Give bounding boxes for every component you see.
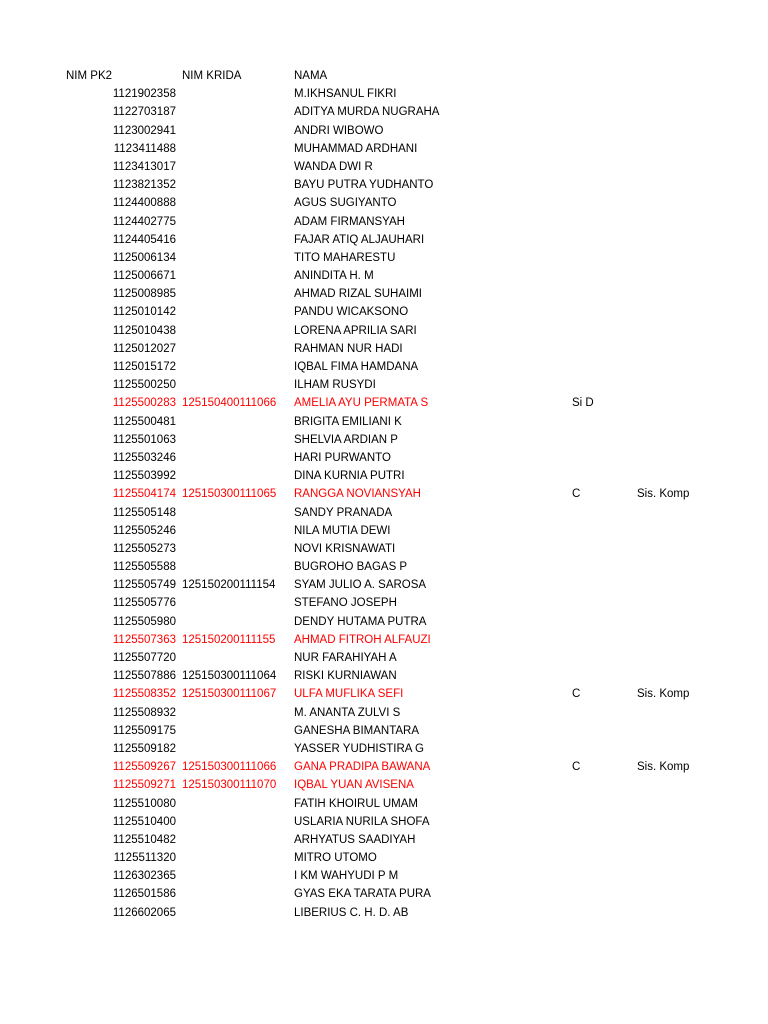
nim-krida-cell	[182, 103, 294, 121]
nim-pk2-cell: 1125015172	[112, 361, 176, 373]
nim-krida-cell	[182, 431, 294, 449]
note-cell	[637, 194, 737, 212]
header-nama: NAMA	[294, 70, 328, 82]
nama-cell: FAJAR ATIQ ALJAUHARI	[294, 233, 425, 246]
nim-pk2-cell: 1125508352	[112, 688, 176, 701]
nama-cell: ADAM FIRMANSYAH	[294, 215, 405, 228]
nim-krida-cell	[182, 704, 294, 722]
table-row	[0, 176, 768, 194]
note-cell	[637, 667, 737, 685]
nim-pk2-cell: 1123821352	[112, 179, 176, 192]
table-row	[0, 904, 768, 922]
header-row	[0, 67, 768, 85]
table-row	[0, 122, 768, 140]
nim-krida-cell: 125150200111155	[182, 633, 276, 646]
nim-krida-cell	[182, 740, 294, 758]
table-row	[0, 558, 768, 576]
note-cell	[637, 122, 737, 140]
nama-cell: LORENA APRILIA SARI	[294, 324, 417, 337]
note-cell	[572, 103, 632, 121]
table-row	[0, 540, 768, 558]
nim-pk2-cell: 1125505246	[112, 524, 176, 537]
nama-cell: BAYU PUTRA YUDHANTO	[294, 179, 434, 192]
table-row	[0, 431, 768, 449]
nim-pk2-cell: 1125008985	[112, 288, 176, 301]
nama-cell: ILHAM RUSYDI	[294, 379, 376, 392]
nim-krida-cell: 125150400111066	[182, 397, 277, 410]
nama-cell: I KM WAHYUDI P M	[294, 870, 399, 883]
note-cell	[572, 904, 632, 922]
table-row	[0, 885, 768, 903]
note-cell	[637, 776, 737, 794]
table-row	[0, 85, 768, 103]
note-cell: Sis. Komp	[637, 761, 690, 774]
nim-pk2-cell: 1125012027	[112, 342, 176, 355]
note-cell	[572, 140, 632, 158]
table-row	[0, 358, 768, 376]
nim-pk2-cell: 1125507363	[112, 633, 176, 646]
note-cell	[637, 213, 737, 231]
nim-pk2-cell: 1125505776	[112, 597, 176, 610]
nim-krida-cell	[182, 340, 294, 358]
table-row	[0, 267, 768, 285]
note-cell	[637, 158, 737, 176]
nama-cell: ANDRI WIBOWO	[294, 124, 384, 137]
nama-cell: AGUS SUGIYANTO	[294, 197, 397, 210]
nim-pk2-cell: 1123002941	[112, 124, 176, 137]
nim-pk2-cell: 1126302365	[112, 870, 176, 883]
nim-krida-cell	[182, 158, 294, 176]
nama-cell: AHMAD FITROH ALFAUZI	[294, 633, 431, 646]
note-cell	[572, 522, 632, 540]
note-cell	[572, 376, 632, 394]
nim-krida-cell	[182, 594, 294, 612]
note-cell	[637, 267, 737, 285]
nim-krida-cell	[182, 522, 294, 540]
note-cell	[637, 285, 737, 303]
note-cell	[637, 904, 737, 922]
nim-krida-cell	[182, 885, 294, 903]
nim-krida-cell: 125150300111065	[182, 488, 277, 501]
nim-pk2-cell: 1125010438	[112, 324, 176, 337]
note-cell	[572, 831, 632, 849]
nim-pk2-cell: 1125500481	[112, 415, 176, 428]
table-row	[0, 303, 768, 321]
nim-krida-cell	[182, 649, 294, 667]
nim-pk2-cell: 1125507886	[112, 670, 176, 683]
nama-cell: IQBAL YUAN AVISENA	[294, 779, 414, 792]
nim-pk2-cell: 1125505980	[112, 615, 176, 628]
note-cell	[637, 795, 737, 813]
nim-krida-cell	[182, 613, 294, 631]
table-row	[0, 867, 768, 885]
note-cell	[572, 303, 632, 321]
note-cell	[637, 704, 737, 722]
nim-krida-cell: 125150300111070	[182, 779, 277, 792]
note-cell	[637, 176, 737, 194]
note-cell	[572, 231, 632, 249]
nim-pk2-cell: 1126501586	[112, 888, 176, 901]
nim-krida-cell: 125150300111066	[182, 761, 277, 774]
nim-krida-cell	[182, 904, 294, 922]
nim-krida-cell	[182, 849, 294, 867]
table-row	[0, 758, 768, 776]
nim-krida-cell	[182, 449, 294, 467]
nama-cell: DENDY HUTAMA PUTRA	[294, 615, 427, 628]
nim-krida-cell: 125150300111067	[182, 688, 277, 701]
nim-krida-cell	[182, 122, 294, 140]
nim-krida-cell	[182, 231, 294, 249]
table-row	[0, 340, 768, 358]
nim-krida-cell	[182, 795, 294, 813]
nama-cell: GYAS EKA TARATA PURA	[294, 888, 431, 901]
note-cell	[637, 376, 737, 394]
note-cell	[572, 267, 632, 285]
nim-pk2-cell: 1125501063	[112, 433, 176, 446]
note-cell	[637, 813, 737, 831]
nim-pk2-cell: 1123413017	[112, 160, 176, 173]
note-cell	[637, 340, 737, 358]
nim-pk2-cell: 1125500283	[112, 397, 176, 410]
nim-pk2-cell: 1125503246	[112, 451, 176, 464]
nama-cell: DINA KURNIA PUTRI	[294, 470, 405, 483]
nim-krida-cell	[182, 867, 294, 885]
table-row	[0, 249, 768, 267]
note-cell: C	[572, 488, 581, 501]
nama-cell: AHMAD RIZAL SUHAIMI	[294, 288, 423, 301]
nama-cell: ANINDITA H. M	[294, 270, 374, 283]
note-cell	[637, 231, 737, 249]
nim-krida-cell	[182, 831, 294, 849]
nim-krida-cell: 125150300111064	[182, 670, 277, 683]
spreadsheet	[0, 67, 768, 922]
note-cell	[637, 467, 737, 485]
note-cell	[572, 594, 632, 612]
nim-pk2-cell: 1125509182	[112, 742, 176, 755]
note-cell	[637, 413, 737, 431]
table-row	[0, 831, 768, 849]
note-cell	[637, 722, 737, 740]
note-cell	[637, 140, 737, 158]
table-row	[0, 849, 768, 867]
nim-krida-cell: 125150200111154	[182, 579, 276, 592]
nim-krida-cell	[182, 285, 294, 303]
note-cell	[637, 831, 737, 849]
table-row	[0, 776, 768, 794]
nim-krida-cell	[182, 722, 294, 740]
nim-pk2-cell: 1125511320	[113, 852, 176, 865]
nama-cell: M. ANANTA ZULVI S	[294, 706, 401, 719]
nama-cell: ARHYATUS SAADIYAH	[294, 833, 416, 846]
table-row	[0, 194, 768, 212]
nim-krida-cell	[182, 504, 294, 522]
nama-cell: RISKI KURNIAWAN	[294, 670, 397, 683]
note-cell	[572, 576, 632, 594]
header-nim-pk2: NIM PK2	[66, 70, 113, 82]
note-cell	[572, 158, 632, 176]
nama-cell: TITO MAHARESTU	[294, 251, 396, 264]
nim-pk2-cell: 1125505148	[112, 506, 176, 519]
note-cell	[572, 213, 632, 231]
note-cell: Sis. Komp	[637, 688, 690, 701]
nim-krida-cell	[182, 322, 294, 340]
nim-krida-cell	[182, 140, 294, 158]
note-cell	[572, 176, 632, 194]
nim-pk2-cell: 1126602065	[112, 906, 176, 919]
note-cell	[637, 885, 737, 903]
nama-cell: YASSER YUDHISTIRA G	[294, 742, 424, 755]
nim-pk2-cell: 1125509175	[112, 724, 176, 737]
nim-krida-cell	[182, 267, 294, 285]
table-row	[0, 504, 768, 522]
nama-cell: AMELIA AYU PERMATA S	[294, 397, 429, 410]
nim-krida-cell	[182, 249, 294, 267]
note-cell	[572, 413, 632, 431]
note-cell	[637, 394, 737, 412]
note-cell	[637, 849, 737, 867]
nim-krida-cell	[182, 213, 294, 231]
nim-pk2-cell: 1124400888	[112, 197, 176, 210]
nim-pk2-cell: 1125503992	[112, 470, 176, 483]
note-cell	[637, 649, 737, 667]
nama-cell: NILA MUTIA DEWI	[294, 524, 391, 537]
nama-cell: STEFANO JOSEPH	[294, 597, 397, 610]
nim-krida-cell	[182, 194, 294, 212]
data-rows	[0, 85, 768, 922]
table-row	[0, 685, 768, 703]
table-row	[0, 667, 768, 685]
note-cell	[572, 849, 632, 867]
header-nim-krida: NIM KRIDA	[182, 70, 242, 82]
table-row	[0, 649, 768, 667]
note-cell	[637, 449, 737, 467]
table-row	[0, 413, 768, 431]
nim-pk2-cell: 1124405416	[112, 233, 176, 246]
note-cell	[637, 540, 737, 558]
nim-krida-cell	[182, 558, 294, 576]
nim-pk2-cell: 1125006671	[112, 270, 176, 283]
note-cell	[572, 722, 632, 740]
table-row	[0, 576, 768, 594]
nim-pk2-cell: 1123411488	[113, 142, 176, 155]
nim-pk2-cell: 1122703187	[112, 106, 176, 119]
table-row	[0, 795, 768, 813]
note-cell	[637, 558, 737, 576]
nama-cell: ULFA MUFLIKA SEFI	[294, 688, 404, 701]
nama-cell: NUR FARAHIYAH A	[294, 652, 397, 664]
table-row	[0, 522, 768, 540]
nim-krida-cell	[182, 176, 294, 194]
nama-cell: SANDY PRANADA	[294, 506, 393, 519]
nama-cell: ADITYA MURDA NUGRAHA	[294, 106, 440, 119]
table-row	[0, 813, 768, 831]
table-row	[0, 231, 768, 249]
note-cell	[572, 194, 632, 212]
note-cell	[572, 467, 632, 485]
note-cell	[572, 85, 632, 103]
nim-pk2-cell: 1125505273	[112, 542, 176, 555]
note-cell	[637, 522, 737, 540]
table-row	[0, 722, 768, 740]
note-cell	[572, 449, 632, 467]
nim-krida-cell	[182, 813, 294, 831]
nama-cell: MITRO UTOMO	[294, 852, 377, 865]
note-cell	[637, 504, 737, 522]
note-cell	[637, 103, 737, 121]
nama-cell: MUHAMMAD ARDHANI	[294, 142, 418, 155]
table-row	[0, 140, 768, 158]
table-row	[0, 322, 768, 340]
table-row	[0, 613, 768, 631]
nama-cell: BUGROHO BAGAS P	[294, 561, 408, 574]
nim-pk2-cell: 1125509267	[112, 761, 176, 774]
nama-cell: SHELVIA ARDIAN P	[294, 433, 398, 446]
nim-pk2-cell: 1125006134	[112, 251, 176, 264]
nim-krida-cell	[182, 413, 294, 431]
note-cell	[572, 795, 632, 813]
nama-cell: USLARIA NURILA SHOFA	[294, 815, 430, 828]
nim-pk2-cell: 1124402775	[112, 215, 176, 228]
note-cell	[572, 322, 632, 340]
note-cell	[572, 249, 632, 267]
nama-cell: GANESHA BIMANTARA	[294, 724, 420, 737]
nim-pk2-cell: 1125507720	[112, 652, 176, 664]
note-cell	[572, 813, 632, 831]
note-cell	[572, 740, 632, 758]
nim-krida-cell	[182, 376, 294, 394]
note-cell	[637, 303, 737, 321]
note-cell	[637, 867, 737, 885]
nim-pk2-cell: 1125505588	[112, 561, 176, 574]
nim-krida-cell	[182, 540, 294, 558]
note-cell	[637, 740, 737, 758]
nim-pk2-cell: 1125500250	[112, 379, 176, 392]
table-row	[0, 631, 768, 649]
table-row	[0, 376, 768, 394]
table-row	[0, 158, 768, 176]
note-cell	[637, 631, 737, 649]
note-cell	[572, 776, 632, 794]
nama-cell: NOVI KRISNAWATI	[294, 542, 396, 555]
nim-pk2-cell: 1125504174	[112, 488, 176, 501]
nim-krida-cell	[182, 358, 294, 376]
note-cell	[572, 704, 632, 722]
nim-pk2-cell: 1125510482	[112, 833, 176, 846]
note-cell	[572, 504, 632, 522]
note-cell	[572, 649, 632, 667]
note-cell: C	[572, 688, 581, 701]
nama-cell: WANDA DWI R	[294, 160, 373, 173]
note-cell	[637, 85, 737, 103]
note-cell	[637, 249, 737, 267]
note-cell	[572, 631, 632, 649]
nama-cell: RAHMAN NUR HADI	[294, 342, 403, 355]
nama-cell: LIBERIUS C. H. D. AB	[294, 906, 409, 919]
nim-pk2-cell: 1125509271	[112, 779, 176, 792]
nim-krida-cell	[182, 467, 294, 485]
note-cell	[572, 340, 632, 358]
note-cell	[637, 431, 737, 449]
nama-cell: BRIGITA EMILIANI K	[294, 415, 402, 428]
table-row	[0, 485, 768, 503]
nim-pk2-cell: 1121902358	[112, 88, 176, 101]
note-cell	[572, 358, 632, 376]
table-row	[0, 449, 768, 467]
nama-cell: HARI PURWANTO	[294, 451, 391, 464]
table-row	[0, 394, 768, 412]
nim-pk2-cell: 1125010142	[112, 306, 176, 319]
note-cell	[572, 667, 632, 685]
nama-cell: GANA PRADIPA BAWANA	[294, 761, 431, 774]
note-cell	[637, 613, 737, 631]
table-row	[0, 467, 768, 485]
note-cell	[572, 285, 632, 303]
nama-cell: SYAM JULIO A. SAROSA	[294, 579, 427, 592]
note-cell	[572, 558, 632, 576]
note-cell: Sis. Komp	[637, 488, 690, 501]
note-cell	[637, 358, 737, 376]
nama-cell: PANDU WICAKSONO	[294, 306, 409, 319]
note-cell	[572, 885, 632, 903]
table-row	[0, 285, 768, 303]
nim-pk2-cell: 1125508932	[112, 706, 176, 719]
note-cell	[572, 431, 632, 449]
note-cell	[572, 613, 632, 631]
table-row	[0, 213, 768, 231]
nama-cell: FATIH KHOIRUL UMAM	[294, 797, 418, 810]
table-row	[0, 740, 768, 758]
note-cell	[572, 540, 632, 558]
nim-pk2-cell: 1125510080	[112, 797, 176, 810]
note-cell	[637, 576, 737, 594]
note-cell	[637, 594, 737, 612]
note-cell	[637, 322, 737, 340]
nim-pk2-cell: 1125505749	[112, 579, 176, 592]
nama-cell: RANGGA NOVIANSYAH	[294, 488, 421, 501]
note-cell: Si D	[572, 397, 594, 410]
table-row	[0, 594, 768, 612]
table-row	[0, 704, 768, 722]
nama-cell: IQBAL FIMA HAMDANA	[294, 361, 419, 373]
note-cell	[572, 122, 632, 140]
note-cell	[572, 867, 632, 885]
nim-krida-cell	[182, 85, 294, 103]
table-row	[0, 103, 768, 121]
note-cell: C	[572, 761, 581, 774]
nim-krida-cell	[182, 303, 294, 321]
nama-cell: M.IKHSANUL FIKRI	[294, 88, 397, 101]
nim-pk2-cell: 1125510400	[112, 815, 176, 828]
